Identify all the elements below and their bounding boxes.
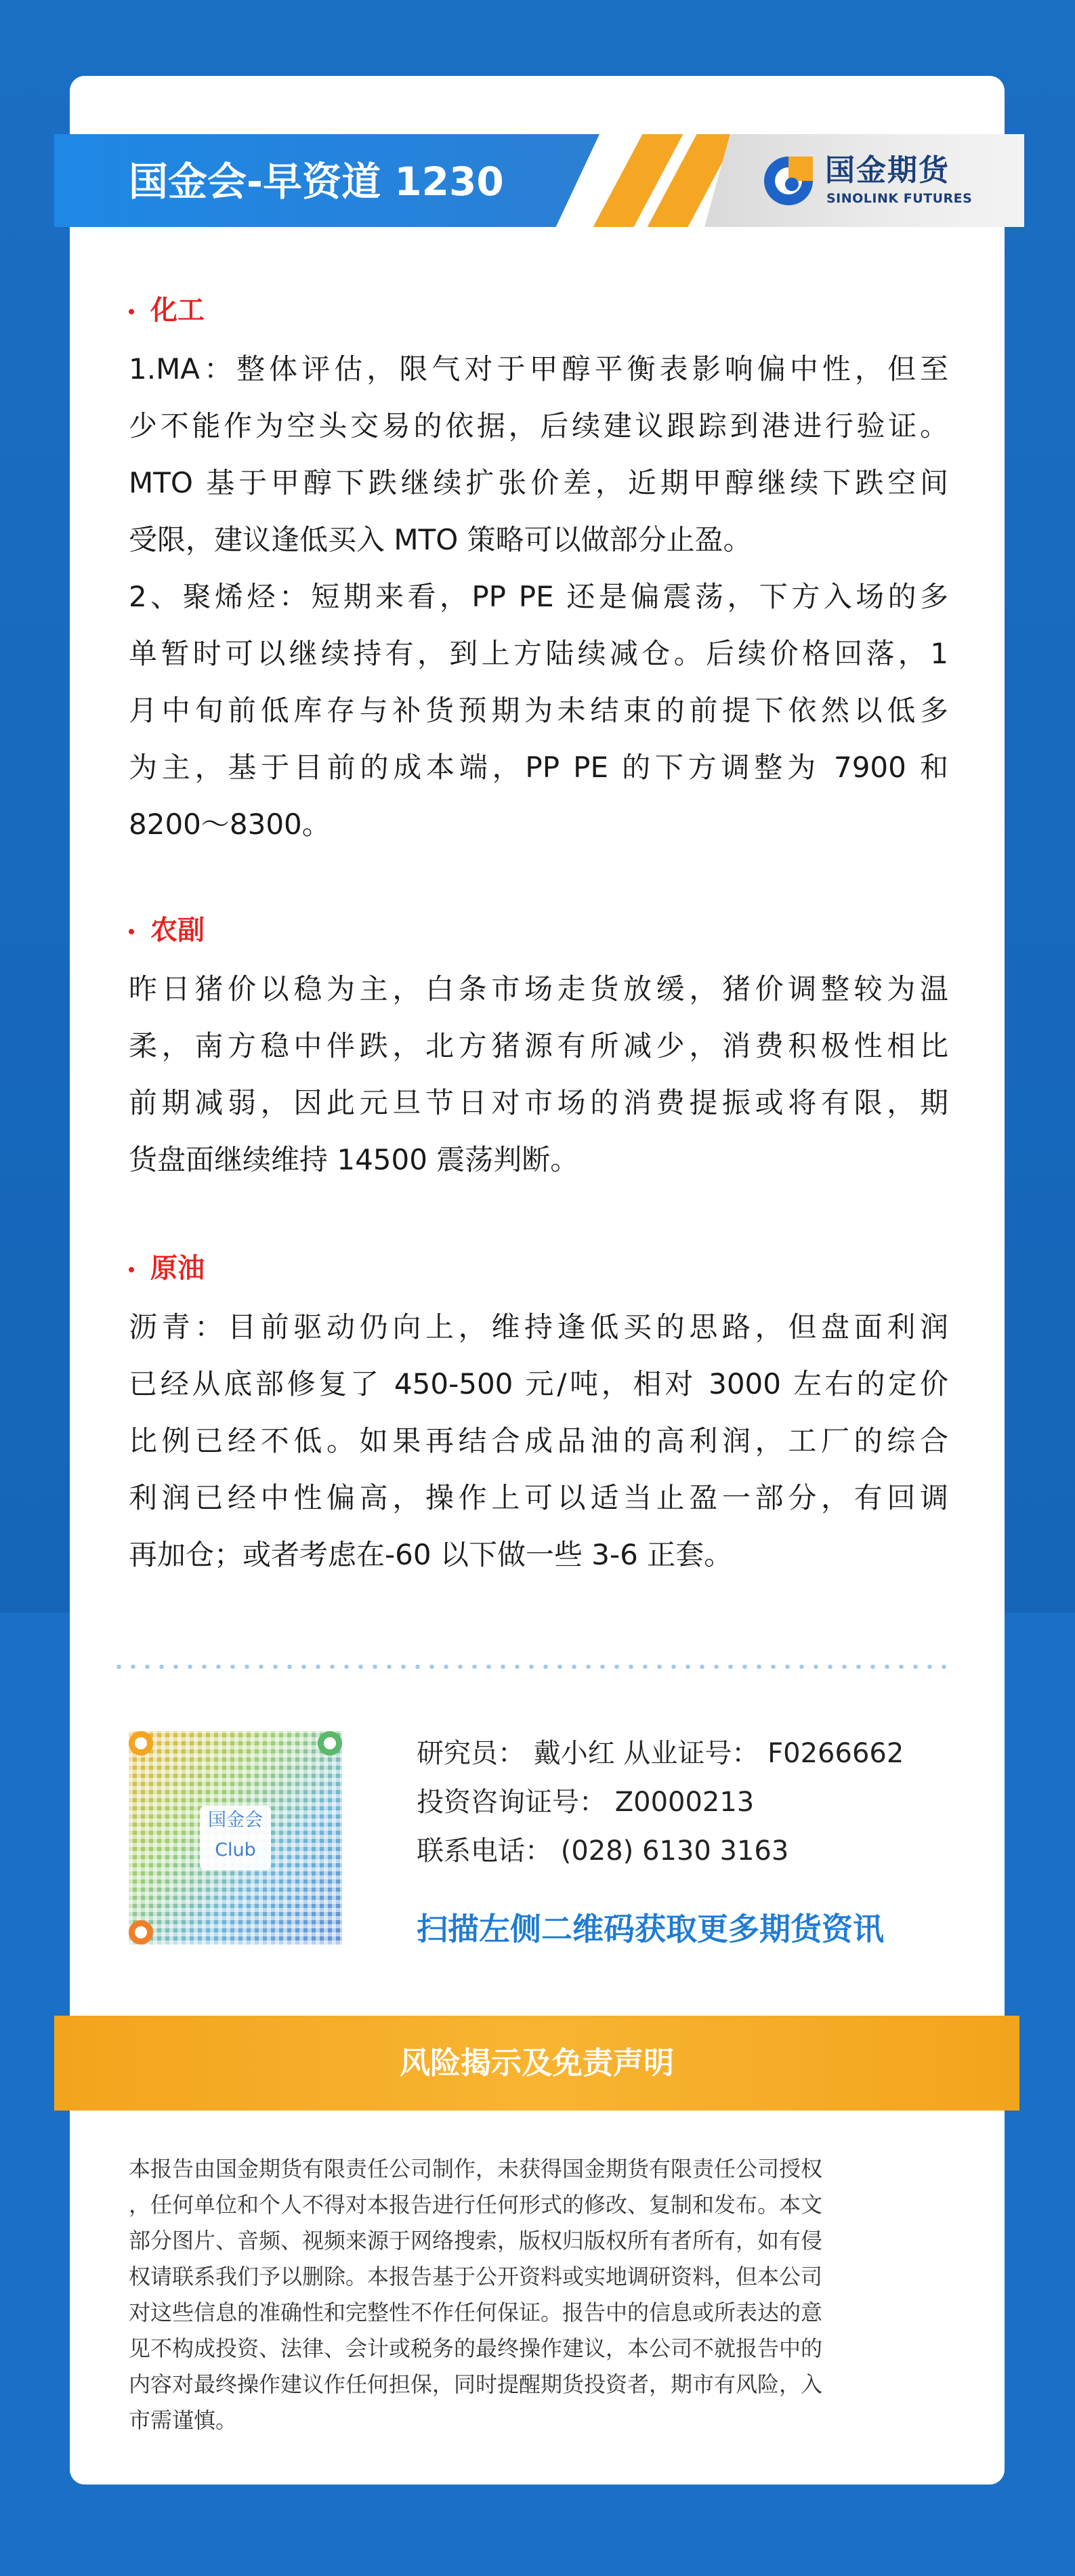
paragraph-line: 沥青：目前驱动仍向上，维持逢低买的思路，但盘面利润 <box>129 1310 948 1344</box>
qr-label-line: Club <box>215 1840 256 1861</box>
logo-name-en: SINOLINK FUTURES <box>826 191 973 206</box>
paragraph-line: 8200～8300。 <box>129 808 331 841</box>
paragraph-line: 昨日猪价以稳为主，白条市场走货放缓，猪价调整较为温 <box>129 972 948 1005</box>
qr-code[interactable] <box>129 1731 342 1945</box>
section-heading-agriculture <box>129 910 205 951</box>
qr-finder-icon <box>318 1731 342 1756</box>
paragraph-line: 货盘面继续维持 14500 震荡判断。 <box>129 1143 579 1176</box>
researcher-info: 研究员： 戴小红 从业证号： F0266662 <box>417 1738 904 1769</box>
paragraph-line: 再加仓；或者考虑在-60 以下做一些 3-6 正套。 <box>129 1538 733 1571</box>
disclaimer-line: 本报告由国金期货有限责任公司制作，未获得国金期货有限责任公司授权 <box>129 2156 823 2182</box>
section-heading-chemicals <box>129 290 205 331</box>
disclaimer-line: 见不构成投资、法律、会计或税务的最终操作建议，本公司不就报告中的 <box>129 2335 823 2361</box>
paragraph-line: 1.MA：整体评估，限气对于甲醇平衡表影响偏中性，但至 <box>129 352 948 386</box>
disclaimer-line: ，任何单位和个人不得对本报告进行任何形式的修改、复制和发布。本文 <box>129 2192 823 2218</box>
paragraph-line: MTO 基于甲醇下跌继续扩张价差，近期甲醇继续下跌空间 <box>129 466 948 499</box>
paragraph-line: 比例已经不低。如果再结合成品油的高利润，工厂的综合 <box>129 1424 948 1457</box>
paragraph-line: 受限，建议逢低买入 MTO 策略可以做部分止盈。 <box>129 523 752 556</box>
page-title: 国金会-早资道 1230 <box>129 159 504 205</box>
disclaimer-line: 市需谨慎。 <box>129 2407 238 2433</box>
risk-title: 风险揭示及免责声明 <box>399 2045 674 2081</box>
qr-finder-icon <box>129 1731 153 1756</box>
paragraph-line: 单暂时可以继续持有，到上方陆续减仓。后续价格回落，1 <box>129 637 948 670</box>
paragraph-line: 利润已经中性偏高，操作上可以适当止盈一部分，有回调 <box>129 1481 948 1514</box>
bullet-icon <box>129 929 134 934</box>
dotted-divider <box>112 1665 952 1669</box>
qr-center-label <box>200 1806 271 1870</box>
section-heading-label: 化工 <box>150 295 205 326</box>
paragraph-line: 月中旬前低库存与补货预期为未结束的前提下依然以低多 <box>129 694 948 727</box>
disclaimer-line: 部分图片、音频、视频来源于网络搜索，版权归版权所有者所有，如有侵 <box>129 2228 823 2253</box>
bullet-icon <box>129 309 134 314</box>
paragraph-line: 前期减弱，因此元旦节日对市场的消费提振或将有限，期 <box>129 1086 948 1119</box>
paragraph-line: 少不能作为空头交易的依据，后续建议跟踪到港进行验证。 <box>129 409 948 442</box>
scan-tip: 扫描左侧二维码获取更多期货资讯 <box>417 1911 884 1947</box>
bullet-icon <box>129 1267 134 1272</box>
qr-finder-icon <box>129 1920 153 1945</box>
section-heading-label: 原油 <box>150 1253 205 1284</box>
risk-banner <box>54 2016 1019 2111</box>
paragraph-line: 2、聚烯烃：短期来看，PP PE 还是偏震荡，下方入场的多 <box>129 580 948 613</box>
section-heading-label: 农副 <box>150 915 205 946</box>
section-heading-crude-oil <box>129 1248 205 1289</box>
paragraph-line: 为主，基于目前的成本端，PP PE 的下方调整为 7900 和 <box>129 751 948 784</box>
disclaimer-line: 权请联系我们予以删除。本报告基于公开资料或实地调研资料，但本公司 <box>129 2264 823 2289</box>
disclaimer-line: 对这些信息的准确性和完整性不作任何保证。报告中的信息或所表达的意 <box>129 2300 823 2325</box>
paragraph-line: 已经从底部修复了 450-500 元/吨，相对 3000 左右的定价 <box>129 1367 948 1400</box>
logo-name-cn: 国金期货 <box>825 153 950 188</box>
paragraph-line: 柔，南方稳中伴跌，北方猪源有所减少，消费积极性相比 <box>129 1029 948 1062</box>
qr-label-line: 国金会 <box>208 1810 263 1831</box>
consult-cert-info: 投资咨询证号： Z0000213 <box>417 1787 755 1818</box>
disclaimer-line: 内容对最终操作建议作任何担保，同时提醒期货投资者，期市有风险，入 <box>129 2371 823 2397</box>
phone-info: 联系电话： (028) 6130 3163 <box>417 1835 789 1867</box>
sinolink-logo-icon <box>762 154 815 207</box>
